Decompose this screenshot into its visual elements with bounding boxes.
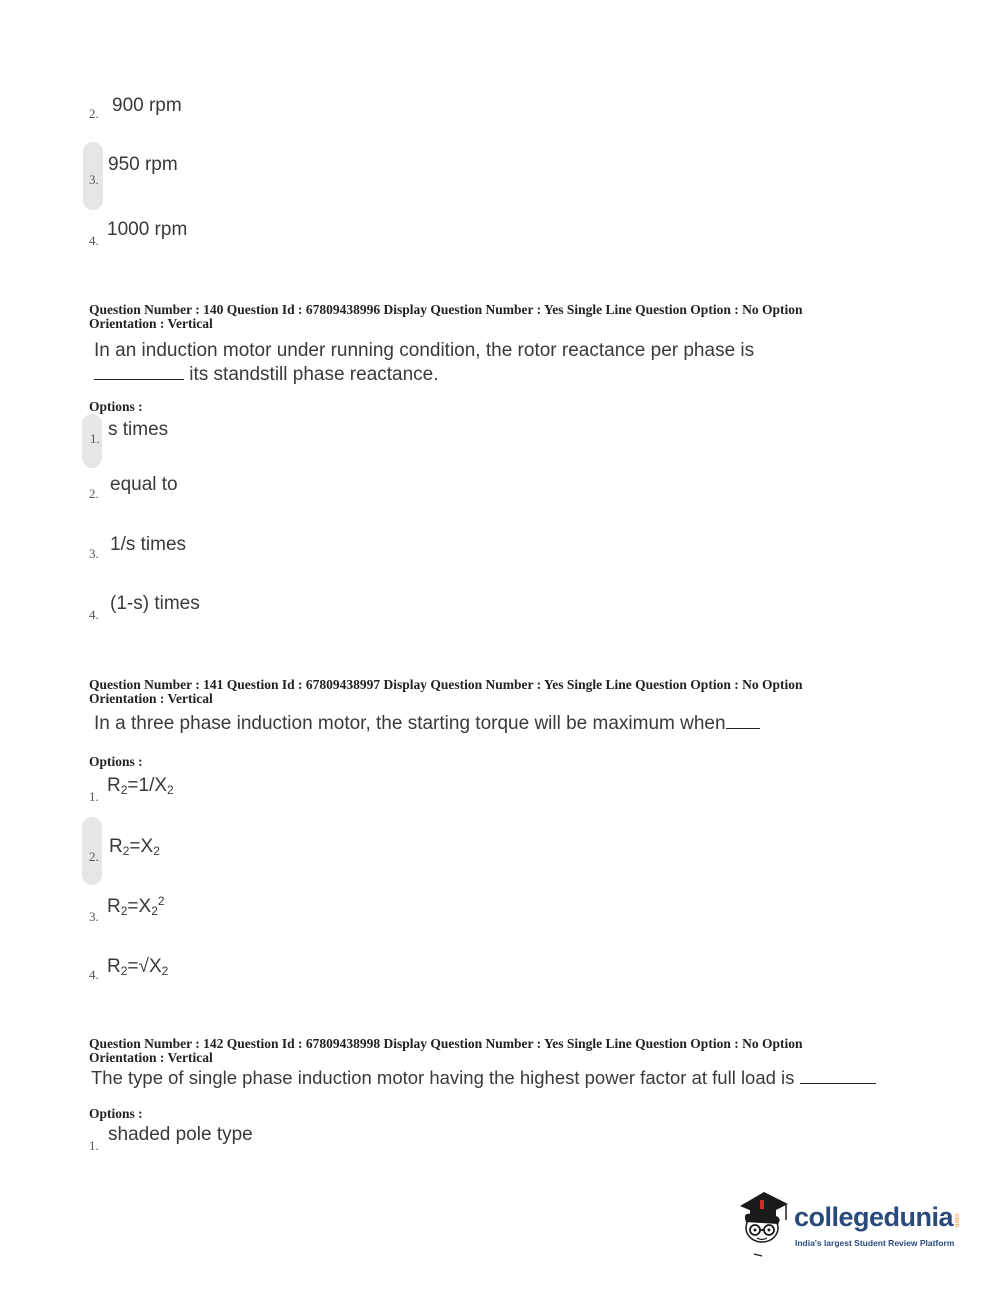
option-text[interactable]: shaded pole type bbox=[108, 1124, 253, 1145]
option-text[interactable]: s times bbox=[108, 419, 169, 440]
question-text: In an induction motor under running condition, the rotor reactance per phase is bbox=[94, 340, 755, 361]
option-number: 3. bbox=[89, 909, 99, 924]
option-number: 1. bbox=[90, 431, 100, 446]
logo-wordmark: collegedunia bbox=[794, 1202, 954, 1232]
meta-line: Question Number : 140 Question Id : 67809438996 Display Question Number : Yes Single Line Question Option : No Option bbox=[89, 302, 803, 317]
option-number: 4. bbox=[89, 607, 99, 622]
answer-blank bbox=[800, 1083, 876, 1084]
options-label: Options : bbox=[89, 1106, 143, 1121]
option-formula[interactable]: $R_2=√X_2$ bbox=[107, 956, 169, 978]
answer-blank bbox=[726, 728, 760, 729]
meta-line: Orientation : Vertical bbox=[89, 316, 213, 331]
question-meta bbox=[89, 678, 889, 706]
options-label: Options : bbox=[89, 399, 143, 414]
option-text[interactable]: 1000 rpm bbox=[107, 219, 188, 240]
meta-line: Orientation : Vertical bbox=[89, 1050, 213, 1065]
logo-suffix: .com bbox=[953, 1212, 960, 1228]
logo-tagline: India's largest Student Review Platform bbox=[795, 1238, 955, 1248]
question-meta bbox=[89, 1037, 889, 1065]
question-text: The type of single phase induction motor having the highest power factor at full load is bbox=[91, 1066, 876, 1090]
meta-line: Question Number : 141 Question Id : 67809438997 Display Question Number : Yes Single Line Question Option : No Option bbox=[89, 677, 803, 692]
question-text: In a three phase induction motor, the starting torque will be maximum when bbox=[94, 712, 760, 736]
option-formula[interactable]: $R_2=X_2^2$ bbox=[107, 894, 165, 918]
option-text[interactable]: 950 rpm bbox=[108, 154, 178, 175]
option-formula[interactable]: $R_2=X_2$ bbox=[109, 836, 160, 858]
option-number: 4. bbox=[89, 967, 99, 982]
option-number: 2. bbox=[89, 486, 99, 501]
options-label: Options : bbox=[89, 754, 143, 769]
option-number: 2. bbox=[89, 106, 99, 121]
mascot-face-icon bbox=[734, 1188, 792, 1260]
meta-line: Orientation : Vertical bbox=[89, 691, 213, 706]
option-number: 1. bbox=[89, 1138, 99, 1153]
option-number: 2. bbox=[89, 849, 99, 864]
option-formula[interactable]: $R_2=1/X_2$ bbox=[107, 775, 174, 797]
question-meta bbox=[89, 303, 889, 331]
option-number: 3. bbox=[89, 172, 99, 187]
option-text[interactable]: 1/s times bbox=[110, 534, 187, 555]
option-number: 3. bbox=[89, 546, 99, 561]
option-text[interactable]: (1-s) times bbox=[110, 593, 200, 614]
answer-blank bbox=[94, 379, 184, 380]
option-number: 1. bbox=[89, 789, 99, 804]
option-text[interactable]: equal to bbox=[110, 474, 178, 495]
meta-line: Question Number : 142 Question Id : 67809438998 Display Question Number : Yes Single Line Question Option : No Option bbox=[89, 1036, 803, 1051]
question-text-line2: its standstill phase reactance. bbox=[94, 363, 439, 387]
option-number: 4. bbox=[89, 233, 99, 248]
option-text[interactable]: 900 rpm bbox=[112, 95, 182, 116]
